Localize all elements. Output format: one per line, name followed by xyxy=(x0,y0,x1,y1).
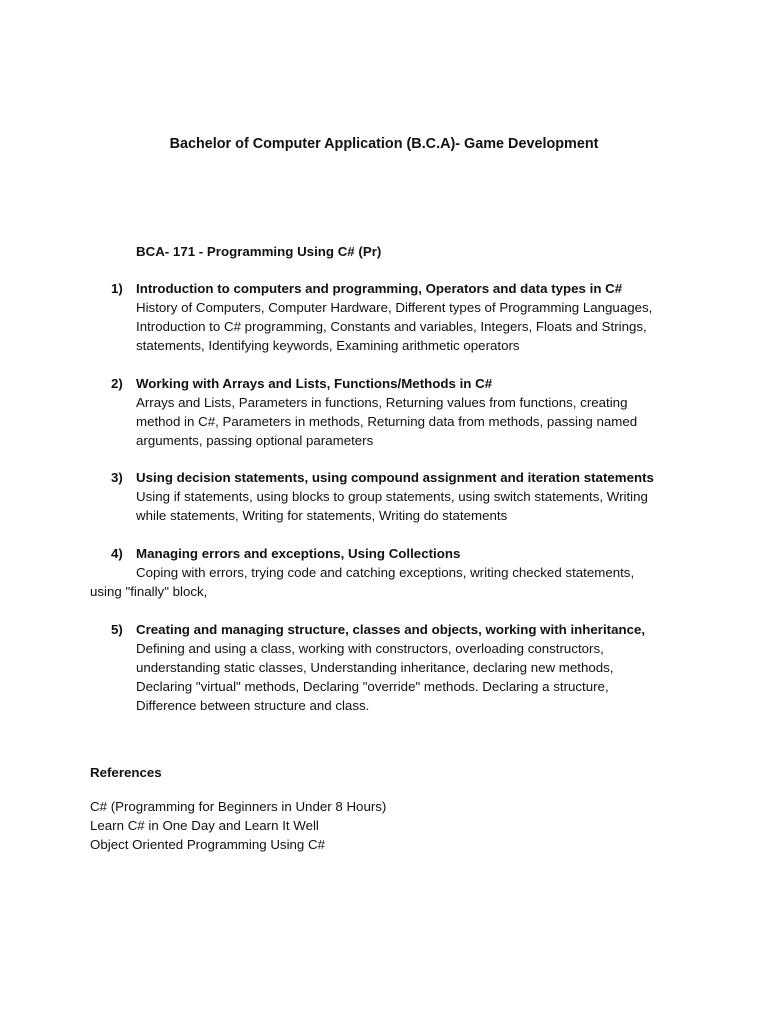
section-body-line: Coping with errors, trying code and catching exceptions, writing checked statements, xyxy=(136,565,635,580)
section-number: 1) xyxy=(111,281,123,296)
document-title: Bachelor of Computer Application (B.C.A)- Game Development xyxy=(169,136,599,152)
section-number: 4) xyxy=(111,546,123,561)
section-body-line: History of Computers, Computer Hardware, Different types of Programming Languages, xyxy=(136,300,653,315)
section-heading: Introduction to computers and programming, Operators and data types in C# xyxy=(136,281,623,296)
section-number: 3) xyxy=(111,470,123,485)
reference-item: Object Oriented Programming Using C# xyxy=(90,837,326,852)
section-body xyxy=(136,298,696,355)
section-body-line: Using if statements, using blocks to group statements, using switch statements, Writing xyxy=(136,489,648,504)
section-body-line: Difference between structure and class. xyxy=(136,698,370,713)
section-body xyxy=(136,639,696,715)
section-heading: Using decision statements, using compound assignment and iteration statements xyxy=(136,470,654,485)
references-list xyxy=(90,797,386,854)
section-body xyxy=(136,393,696,450)
section-body-line: method in C#, Parameters in methods, Returning data from methods, passing named xyxy=(136,414,638,429)
section-body-line: statements, Identifying keywords, Examining arithmetic operators xyxy=(136,338,520,353)
references-heading: References xyxy=(90,765,162,780)
section-heading: Creating and managing structure, classes and objects, working with inheritance, xyxy=(136,622,646,637)
section-body-line: Introduction to C# programming, Constants and variables, Integers, Floats and Strings, xyxy=(136,319,647,334)
section-body-line: Declaring "virtual" methods, Declaring "override" methods. Declaring a structure, xyxy=(136,679,609,694)
reference-item: Learn C# in One Day and Learn It Well xyxy=(90,818,319,833)
section-body-line: Arrays and Lists, Parameters in functions, Returning values from functions, creating xyxy=(136,395,628,410)
section-body-line: arguments, passing optional parameters xyxy=(136,433,374,448)
section-body xyxy=(90,563,690,601)
section-body xyxy=(136,487,696,525)
section-heading: Working with Arrays and Lists, Functions/Methods in C# xyxy=(136,376,493,391)
section-body-line: while statements, Writing for statements, Writing do statements xyxy=(136,508,508,523)
section-body-line: using "finally" block, xyxy=(90,584,208,599)
reference-item: C# (Programming for Beginners in Under 8 Hours) xyxy=(90,799,387,814)
section-heading: Managing errors and exceptions, Using Collections xyxy=(136,546,461,561)
section-body-line: understanding static classes, Understanding inheritance, declaring new methods, xyxy=(136,660,614,675)
section-body-line: Defining and using a class, working with constructors, overloading constructors, xyxy=(136,641,604,656)
section-number: 2) xyxy=(111,376,123,391)
course-code: BCA- 171 - Programming Using C# (Pr) xyxy=(136,244,382,259)
section-number: 5) xyxy=(111,622,123,637)
